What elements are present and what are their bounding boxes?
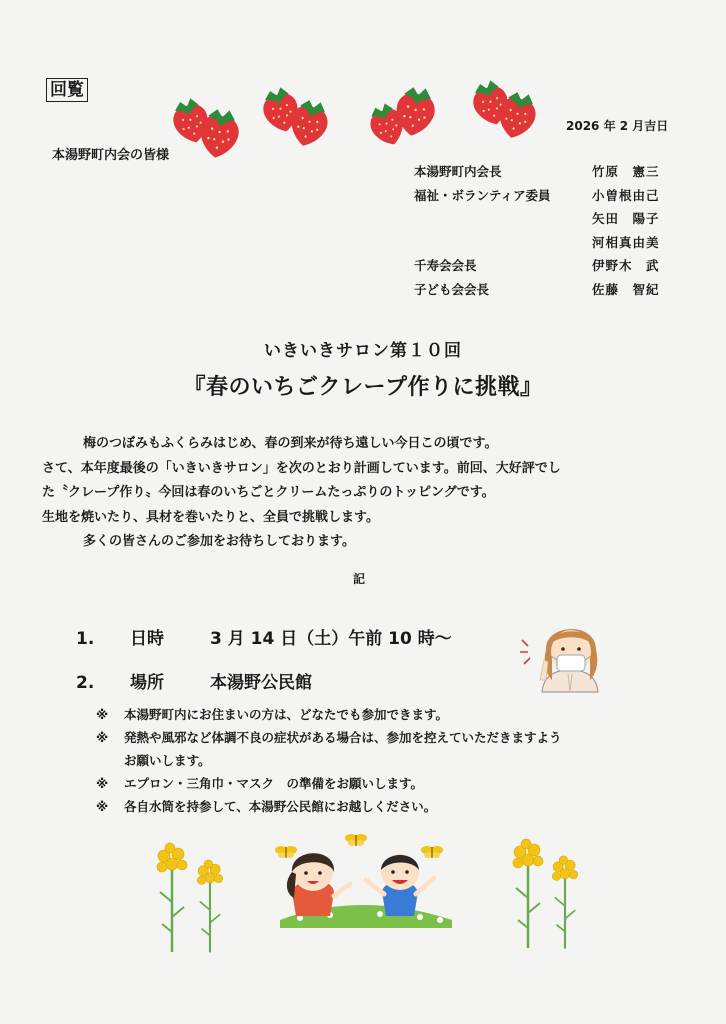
sender-list [414,160,660,301]
sender-name: 竹原 憲三 [592,164,660,179]
sender-row [414,278,660,302]
note-mark: ※ [96,799,109,814]
note-text: 各自水筒を持参して、本湯野公民館にお越しください。 [124,799,437,814]
sender-name: 佐藤 智紀 [592,281,660,297]
body-line: た〝クレープ作り〟今回は春のいちごとクリームたっぷりのトッピングです。 [42,485,495,500]
addressee: 本湯野町内会の皆様 [52,148,170,163]
sender-row [414,160,660,184]
sender-name: 河相真由美 [592,234,660,250]
ki-heading: 記 [353,572,366,586]
children-playing-icon [280,853,452,928]
item-number: 1. [76,629,95,649]
event-title: 『春のいちごクレープ作りに挑戦』 [183,375,543,400]
note-text: エプロン・三角巾・マスク の準備をお願いします。 [124,776,424,791]
sender-name: 矢田 陽子 [592,211,660,226]
sender-name: 小曽根由己 [592,187,660,203]
note-item [96,703,562,726]
sender-role: 子ども会会長 [414,281,490,297]
note-mark: ※ [96,707,109,722]
note-item [96,726,562,749]
sender-row [414,254,660,278]
kairan-label: 回覧 [46,78,88,102]
rapeseed-flower-icon [513,839,543,948]
butterfly-icon [275,846,297,858]
item-place [76,668,312,693]
body-text [42,432,690,555]
sender-role: 福祉・ボランティア委員 [414,187,551,203]
item-label: 場所 [130,673,164,693]
strawberry-row [0,0,726,160]
sender-role: 千寿会会長 [414,258,477,273]
item-label: 日時 [130,629,164,649]
body-line: 生地を焼いたり、具材を巻いたりと、全員で挑戦します。 [42,509,379,525]
butterfly-icon [421,846,443,858]
sender-row [414,207,660,231]
note-mark: ※ [96,730,109,745]
note-mark: ※ [96,776,109,791]
sender-role: 本湯野町内会長 [414,164,502,179]
item-datetime [76,624,452,649]
item-value: 3 月 14 日（土）午前 10 時～ [210,629,452,649]
sender-row [414,184,660,208]
note-item [96,795,562,818]
notes-list [96,703,562,818]
note-text: 発熱や風邪など体調不良の症状がある場合は、参加を控えていただきますよう [124,730,562,745]
note-item [96,772,562,795]
date: 2026 年 2 月吉日 [566,119,669,133]
body-line: さて、本年度最後の「いきいきサロン」を次のとおり計画しています。前回、大好評でし [42,460,561,476]
note-continuation: お願いします。 [124,753,211,768]
rapeseed-flower-icon [197,860,223,953]
event-subtitle: いきいきサロン第１０回 [264,341,462,361]
body-line: 多くの皆さんのご参加をお待ちしております。 [70,534,355,549]
bottom-illustration [0,820,726,970]
nurse-mask-icon [520,610,610,700]
note-text: 本湯野町内にお住まいの方は、どなたでも参加できます。 [124,707,449,722]
rapeseed-flower-icon [157,843,187,952]
item-number: 2. [76,673,95,693]
butterfly-icon [345,834,367,846]
body-line: 梅のつぼみもふくらみはじめ、春の到来が待ち遠しい今日この頃です。 [70,436,498,451]
sender-name: 伊野木 武 [592,258,660,273]
sender-row [414,231,660,255]
item-value: 本湯野公民館 [210,673,312,693]
rapeseed-flower-icon [552,856,578,949]
